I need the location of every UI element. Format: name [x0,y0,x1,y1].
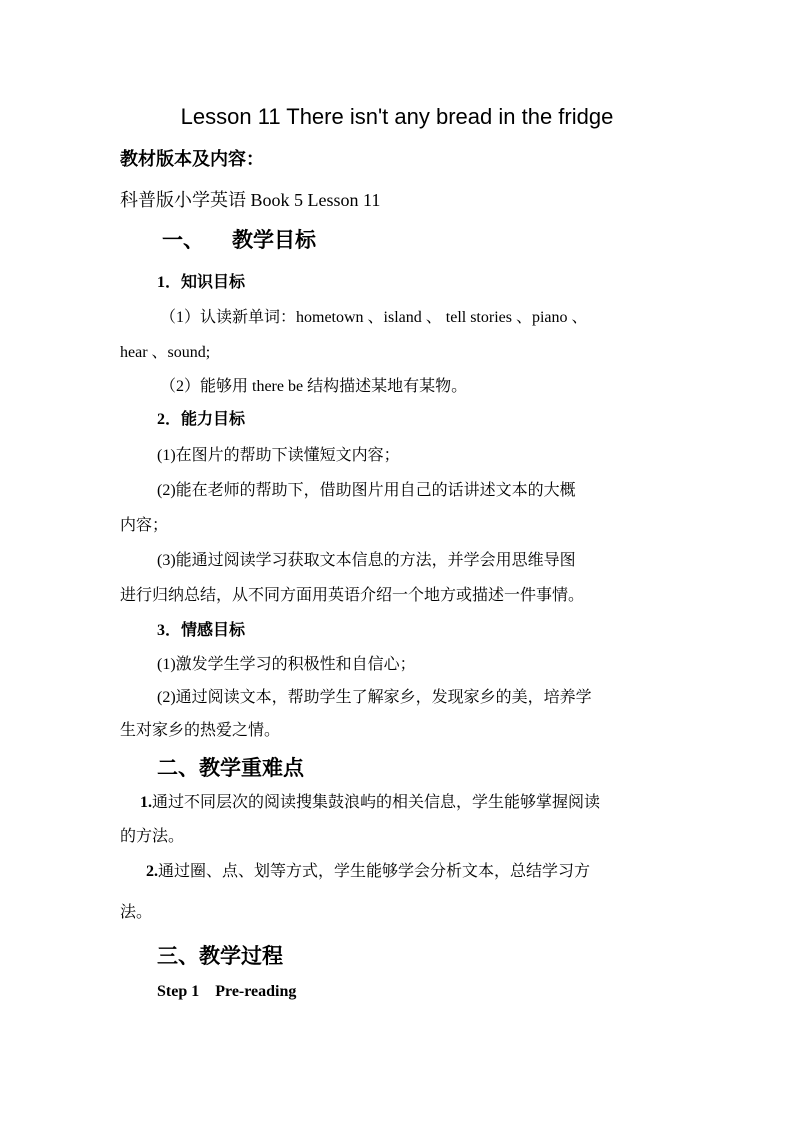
point2-text: 通过圈、点、划等方式，学生能够学会分析文本，总结学习方 [158,863,591,880]
sub3-item1: (1)激发学生学习的积极性和自信心； [157,656,416,673]
section3-step1: Step 1 Pre-reading [157,983,297,1000]
section2-point2-line1 [146,864,590,880]
textbook-heading: 教材版本及内容： [120,149,264,169]
sub3-item2-line2: 生对家乡的热爱之情。 [120,722,281,739]
section1-sub1-heading: 1．知识目标 [157,274,246,291]
point1-number: 1. [140,794,152,811]
section3-title: 三、教学过程 [157,944,283,968]
textbook-content: 科普版小学英语 Book 5 Lesson 11 [120,190,381,210]
sub1-item1-line2: hear 、sound; [120,344,211,361]
sub2-item2-line1: (2)能在老师的帮助下，借助图片用自己的话讲述文本的大概 [157,482,576,499]
section1-sub2-heading: 2．能力目标 [157,411,246,428]
section2-point2-line2: 法。 [120,904,153,921]
section2-point1-line1 [140,795,600,811]
section1-number: 一、 [162,228,204,252]
sub2-item2-line2: 内容； [120,517,169,534]
section2-point1-line2: 的方法。 [120,828,185,845]
sub2-item3-line1: (3)能通过阅读学习获取文本信息的方法，并学会用思维导图 [157,552,576,569]
section1-title: 教学目标 [232,228,316,252]
sub2-item1: (1)在图片的帮助下读懂短文内容； [157,447,400,464]
section2-title: 二、教学重难点 [157,756,304,780]
page-title: Lesson 11 There isn't any bread in the fridge [180,104,614,129]
sub3-item2-line1: (2)通过阅读文本，帮助学生了解家乡，发现家乡的美，培养学 [157,689,592,706]
sub1-item1-line1: （1）认读新单词：hometown 、island 、 tell stories 、piano 、 [160,309,588,326]
sub2-item3-line2: 进行归纳总结，从不同方面用英语介绍一个地方或描述一件事情。 [120,587,585,604]
point1-text: 通过不同层次的阅读搜集鼓浪屿的相关信息，学生能够掌握阅读 [152,794,601,811]
sub1-item2: （2）能够用 there be 结构描述某地有某物。 [160,378,468,395]
point2-number: 2. [146,863,158,880]
section1-sub3-heading: 3．情感目标 [157,622,246,639]
